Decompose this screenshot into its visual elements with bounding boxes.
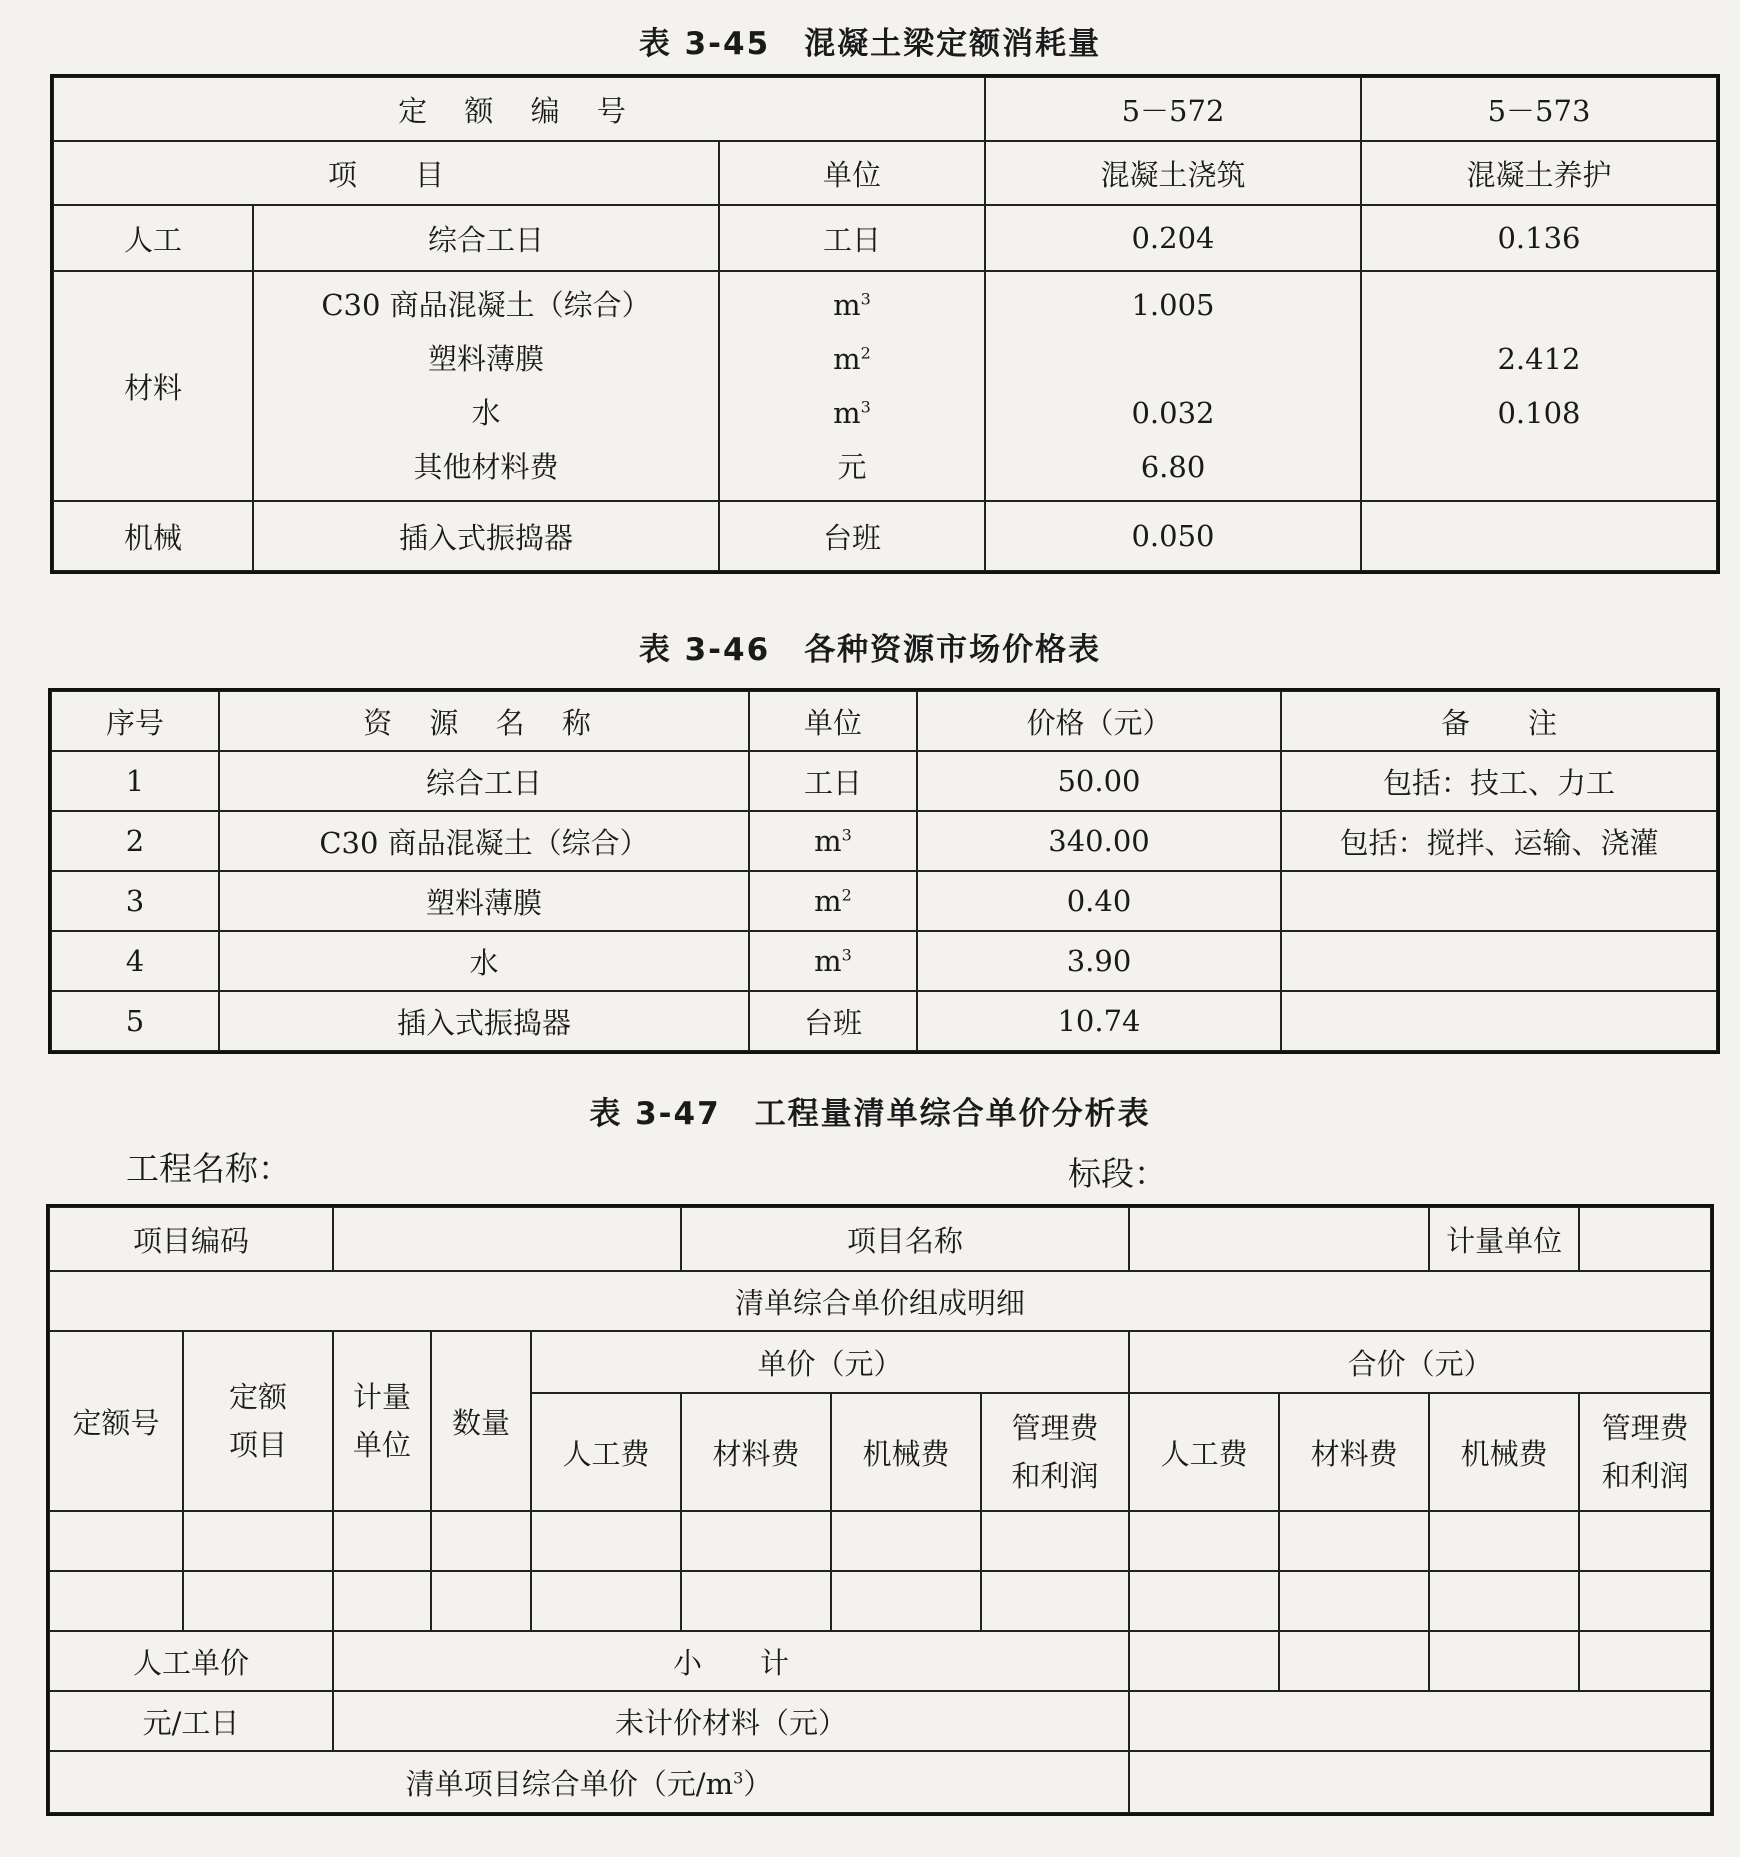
material-value: [986, 332, 1360, 386]
blank-cell[interactable]: [1129, 1511, 1279, 1571]
resource-price: 50.00: [917, 751, 1281, 811]
unit-labor-header: 人工费: [531, 1393, 681, 1511]
resource-price: 3.90: [917, 931, 1281, 991]
final-unit-price-label: 清单项目综合单价（元$/m^3$）: [49, 1751, 1129, 1813]
resource-price: 0.40: [917, 871, 1281, 931]
unit-header: 单位: [719, 141, 985, 205]
material-unit: $m^2$: [833, 342, 871, 376]
concrete-curing-header: 混凝土养护: [1361, 141, 1717, 205]
measure-unit-header: 计量 单位: [333, 1331, 431, 1511]
serial-no: 3: [51, 871, 219, 931]
quantity-header: 数量: [431, 1331, 531, 1511]
value-5-572: 0.050: [985, 501, 1361, 571]
blank-cell[interactable]: [531, 1511, 681, 1571]
material-value: 2.412: [1497, 342, 1581, 376]
caption-title: 工程量清单综合单价分析表: [754, 1096, 1151, 1132]
value-5-573: [1361, 501, 1717, 571]
unit-price-header: 单价（元）: [531, 1331, 1129, 1393]
value-5-572: 0.204: [985, 205, 1361, 271]
serial-no: 1: [51, 751, 219, 811]
blank-cell[interactable]: [981, 1571, 1129, 1631]
blank-cell[interactable]: [333, 1571, 431, 1631]
blank-cell[interactable]: [431, 1571, 531, 1631]
quota-number-label: 定 额 编 号: [53, 77, 985, 141]
resource-name: 综合工日: [219, 751, 749, 811]
material-names: [253, 271, 719, 501]
material-units: [719, 271, 985, 501]
measure-unit-value[interactable]: [1579, 1207, 1711, 1271]
caption-number: 表 3-45: [638, 26, 771, 62]
serial-no: 5: [51, 991, 219, 1051]
unit-mgmt-header: 管理费 和利润: [981, 1393, 1129, 1511]
blank-cell[interactable]: [981, 1511, 1129, 1571]
table-row: [51, 931, 1717, 991]
yuan-per-workday-label: 元/工日: [49, 1691, 333, 1751]
blank-row: [49, 1511, 1711, 1571]
table-row: [51, 871, 1717, 931]
project-name-label: 工程名称：: [126, 1149, 291, 1188]
final-unit-price-value[interactable]: [1129, 1751, 1711, 1813]
material-value: 0.032: [1131, 396, 1215, 430]
resource-price: 10.74: [917, 991, 1281, 1051]
table-3-47-caption: [0, 1088, 1740, 1133]
caption-title: 各种资源市场价格表: [804, 632, 1102, 668]
table-row: [51, 811, 1717, 871]
resource-unit: $m^3$: [749, 931, 917, 991]
table-3-45: [52, 76, 1718, 572]
material-unit: 元: [837, 450, 867, 484]
resource-remark: [1281, 871, 1717, 931]
header-serial-no: 序号: [51, 691, 219, 751]
total-material-header: 材料费: [1279, 1393, 1429, 1511]
subtotal-material[interactable]: [1279, 1631, 1429, 1691]
category-labor: 人工: [53, 205, 253, 271]
table-3-46-caption: [0, 624, 1740, 669]
material-value: 0.108: [1497, 396, 1581, 430]
detail-title: 清单综合单价组成明细: [49, 1271, 1711, 1331]
material-name: 其他材料费: [413, 450, 559, 484]
unit-material-header: 材料费: [681, 1393, 831, 1511]
blank-cell[interactable]: [1429, 1571, 1579, 1631]
item-name-label: 项目名称: [681, 1207, 1129, 1271]
material-value: [1362, 278, 1716, 332]
header-remarks: 备 注: [1281, 691, 1717, 751]
subtotal-labor[interactable]: [1129, 1631, 1279, 1691]
table-row: [51, 991, 1717, 1051]
table-3-46: [50, 690, 1718, 1052]
blank-cell[interactable]: [49, 1571, 183, 1631]
caption-title: 混凝土梁定额消耗量: [804, 26, 1102, 62]
total-price-header: 合价（元）: [1129, 1331, 1711, 1393]
material-values-5-573: [1361, 271, 1717, 501]
category-machinery: 机械: [53, 501, 253, 571]
table-3-45-caption: [0, 18, 1740, 63]
material-name: C30 商品混凝土（综合）: [321, 288, 651, 322]
item-code-label: 项目编码: [49, 1207, 333, 1271]
section-label: 标段：: [1068, 1154, 1167, 1193]
quota-no-header: 定额号: [49, 1331, 183, 1511]
resource-unit: $m^2$: [749, 871, 917, 931]
blank-cell[interactable]: [831, 1511, 981, 1571]
material-unit: $m^3$: [833, 396, 871, 430]
unpriced-material-label: 未计价材料（元）: [333, 1691, 1129, 1751]
quota-item-header: 定额 项目: [183, 1331, 333, 1511]
blank-cell[interactable]: [1579, 1571, 1711, 1631]
blank-cell[interactable]: [1129, 1571, 1279, 1631]
material-value: [1362, 440, 1716, 494]
concrete-pouring-header: 混凝土浇筑: [985, 141, 1361, 205]
total-labor-header: 人工费: [1129, 1393, 1279, 1511]
header-unit: 单位: [749, 691, 917, 751]
material-unit: $m^3$: [833, 288, 871, 322]
resource-name: 塑料薄膜: [219, 871, 749, 931]
resource-name: 水: [219, 931, 749, 991]
category-material: 材料: [53, 271, 253, 501]
material-name: 水: [471, 396, 501, 430]
material-value: 6.80: [1140, 450, 1206, 484]
unpriced-material-value[interactable]: [1129, 1691, 1711, 1751]
resource-unit: $m^3$: [749, 811, 917, 871]
blank-cell[interactable]: [1429, 1511, 1579, 1571]
material-values-5-572: [985, 271, 1361, 501]
blank-cell[interactable]: [333, 1511, 431, 1571]
material-name: 塑料薄膜: [427, 342, 544, 376]
unit-machine-header: 机械费: [831, 1393, 981, 1511]
measure-unit-label: 计量单位: [1429, 1207, 1579, 1271]
subtotal-label: 小 计: [333, 1631, 1129, 1691]
table-row: [51, 751, 1717, 811]
quota-code-5-572: 5－572: [985, 77, 1361, 141]
resource-name: 插入式振捣器: [253, 501, 719, 571]
resource-name: C30 商品混凝土（综合）: [219, 811, 749, 871]
resource-unit: 工日: [719, 205, 985, 271]
subtotal-mgmt[interactable]: [1579, 1631, 1711, 1691]
blank-cell[interactable]: [183, 1511, 333, 1571]
resource-unit: 台班: [719, 501, 985, 571]
total-machine-header: 机械费: [1429, 1393, 1579, 1511]
total-mgmt-header: 管理费 和利润: [1579, 1393, 1711, 1511]
blank-cell[interactable]: [681, 1511, 831, 1571]
item-code-value[interactable]: [333, 1207, 681, 1271]
serial-no: 2: [51, 811, 219, 871]
resource-unit: 工日: [749, 751, 917, 811]
blank-cell[interactable]: [531, 1571, 681, 1631]
header-price: 价格（元）: [917, 691, 1281, 751]
blank-cell[interactable]: [1279, 1571, 1429, 1631]
blank-cell[interactable]: [1579, 1511, 1711, 1571]
resource-remark: [1281, 931, 1717, 991]
caption-number: 表 3-46: [638, 632, 771, 668]
resource-price: 340.00: [917, 811, 1281, 871]
resource-remark: 包括：技工、力工: [1281, 751, 1717, 811]
blank-cell[interactable]: [831, 1571, 981, 1631]
labor-unit-price-label: 人工单价: [49, 1631, 333, 1691]
resource-name: 综合工日: [253, 205, 719, 271]
resource-remark: [1281, 991, 1717, 1051]
resource-remark: 包括：搅拌、运输、浇灌: [1281, 811, 1717, 871]
subtotal-machine[interactable]: [1429, 1631, 1579, 1691]
material-value: 1.005: [1131, 288, 1215, 322]
caption-number: 表 3-47: [589, 1096, 721, 1132]
item-header: 项 目: [53, 141, 719, 205]
item-name-value[interactable]: [1129, 1207, 1429, 1271]
blank-row: [49, 1571, 1711, 1631]
blank-cell[interactable]: [681, 1571, 831, 1631]
blank-cell[interactable]: [1279, 1511, 1429, 1571]
header-resource-name: 资 源 名 称: [219, 691, 749, 751]
blank-cell[interactable]: [183, 1571, 333, 1631]
quota-code-5-573: 5－573: [1361, 77, 1717, 141]
table-3-47: [48, 1206, 1712, 1814]
resource-name: 插入式振捣器: [219, 991, 749, 1051]
serial-no: 4: [51, 931, 219, 991]
blank-cell[interactable]: [431, 1511, 531, 1571]
blank-cell[interactable]: [49, 1511, 183, 1571]
resource-unit: 台班: [749, 991, 917, 1051]
value-5-573: 0.136: [1361, 205, 1717, 271]
